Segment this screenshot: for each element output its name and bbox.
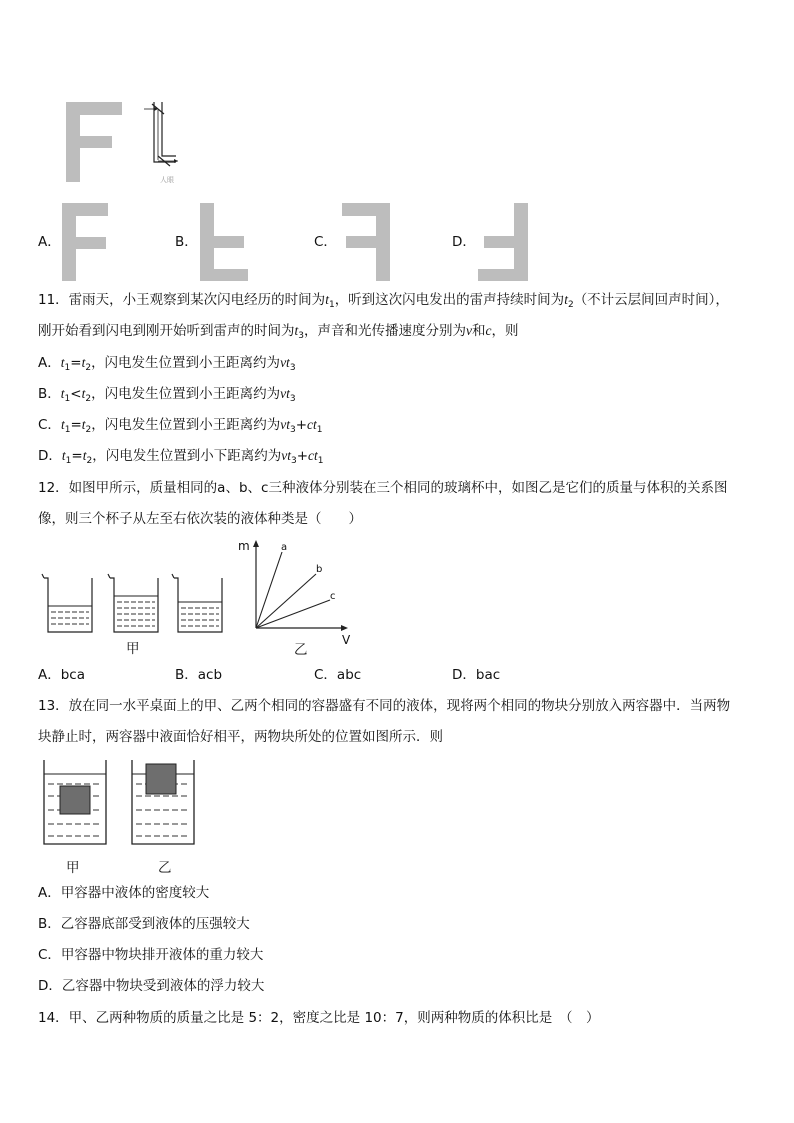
q12-stem-line1: 12．如图甲所示，质量相同的a、b、c三种液体分别装在三个相同的玻璃杯中，如图乙是它们的质量与体积的关系图: [38, 480, 728, 496]
f-letter-option-c-icon: [340, 203, 390, 283]
q11-option-c: C．$t_1=t_2$，闪电发生位置到小王距离约为$vt_3+ct_1$: [38, 417, 323, 435]
q11-stem-line2: 刚开始看到闪电到刚开始听到雷声的时间为$t_3$，声音和光传播速度分别为v和c，则: [38, 323, 519, 341]
q10-option-a-label: A．: [38, 234, 61, 250]
q12-figure-yi-caption: 乙: [294, 642, 308, 658]
q13-stem-line2: 块静止时，两容器中液面恰好相平，两物块所处的位置如图所示．则: [38, 729, 443, 745]
f-letter-option-d-icon: [478, 203, 528, 283]
container-yi-icon: [132, 760, 194, 844]
svg-text:人眼: 人眼: [160, 176, 174, 184]
axis-m-label: m: [238, 539, 250, 553]
q10-option-b-label: B．: [175, 234, 198, 250]
f-letter-option-a-icon: [62, 203, 112, 283]
q13-figure-jia-caption: 甲: [66, 860, 80, 876]
line-a-label: a: [281, 542, 288, 553]
q11-option-a: A．$t_1=t_2$，闪电发生位置到小王距离约为$vt_3$: [38, 355, 296, 373]
q12-option-c: C．abc: [314, 667, 362, 683]
q13-option-d: D．乙容器中物块受到液体的浮力较大: [38, 978, 265, 994]
mass-volume-graph: [236, 538, 356, 648]
q13-option-a: A．甲容器中液体的密度较大: [38, 885, 210, 901]
two-containers-figure: [38, 758, 208, 848]
line-c-label: c: [330, 591, 336, 602]
three-beakers-figure: [40, 572, 230, 642]
f-letter-original-icon: [66, 98, 126, 188]
q10-figure-original: [66, 98, 206, 188]
q12-stem-line2: 像，则三个杯子从左至右依次装的液体种类是（ ）: [38, 511, 362, 527]
f-letter-option-b-icon: [200, 203, 250, 283]
q13-figure-yi-caption: 乙: [158, 860, 172, 876]
q14-stem-line1: 14．甲、乙两种物质的质量之比是 5：2，密度之比是 10：7，则两种物质的体积比是 （ ）: [38, 1010, 600, 1026]
beaker-2-icon: [108, 574, 158, 632]
q13-option-c: C．甲容器中物块排开液体的重力较大: [38, 947, 264, 963]
q12-figure-jia-caption: 甲: [126, 641, 140, 657]
beaker-1-icon: [42, 574, 92, 632]
line-b-label: b: [316, 564, 323, 575]
q12-option-d: D．bac: [452, 667, 501, 683]
block-yi-icon: [146, 764, 176, 794]
q12-option-b: B．acb: [175, 667, 223, 683]
q10-option-d-label: D．: [452, 234, 476, 250]
axis-v-label: V: [342, 633, 351, 647]
q11-option-b: B．$t_1<t_2$，闪电发生位置到小王距离约为$vt_3$: [38, 386, 296, 404]
q11-option-d: D．$t_1=t_2$，闪电发生位置到小下距离约为$vt_3+ct_1$: [38, 448, 324, 466]
q10-option-c-label: C．: [314, 234, 337, 250]
q13-stem-line1: 13．放在同一水平桌面上的甲、乙两个相同的容器盛有不同的液体，现将两个相同的物块分别放入两容器中．当两物: [38, 698, 731, 714]
container-jia-icon: [44, 760, 106, 844]
q12-option-a: A．bca: [38, 667, 85, 683]
q11-stem-line1: 11．雷雨天，小王观察到某次闪电经历的时间为$t_1$，听到这次闪电发出的雷声持续时间为$t_2$（不计云层间回声时间），: [38, 292, 729, 310]
periscope-mirror-diagram-icon: [142, 98, 192, 188]
q13-option-b: B．乙容器底部受到液体的压强较大: [38, 916, 250, 932]
block-jia-icon: [60, 786, 90, 814]
beaker-3-icon: [172, 574, 222, 632]
line-c: [256, 600, 330, 628]
